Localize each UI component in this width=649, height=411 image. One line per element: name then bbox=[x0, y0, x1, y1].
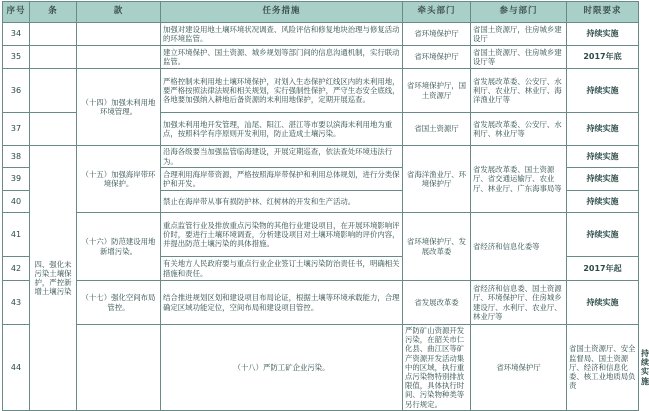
row-deadline: 持续实施 bbox=[567, 23, 639, 46]
row-participate: 省经济和信息委、国土资源厅、环境保护厅、住房城乡建设厅、水利厅、农业厅、林业厅等 bbox=[471, 281, 567, 325]
table-row bbox=[3, 146, 639, 168]
table-row bbox=[3, 281, 639, 325]
cell-empty bbox=[30, 113, 77, 146]
header-measure: 任务措施 bbox=[161, 2, 403, 23]
cell-empty bbox=[30, 69, 77, 113]
clause-15: （十五）加强海岸带环境保护。 bbox=[77, 146, 161, 213]
row-seq: 36 bbox=[3, 69, 30, 113]
category-cell: 四、强化未污染土壤保护，严控新增土壤污染 bbox=[30, 146, 77, 411]
row-participate: 省国土资源厅、安全监督局、国土资源厅、经济和信息化委、核工业地质局负责 bbox=[567, 325, 639, 411]
task-table bbox=[2, 1, 649, 411]
table-row bbox=[3, 69, 639, 113]
row-deadline: 持续实施 bbox=[567, 281, 639, 325]
row-participate: 省发展改革委、国土资源厅、省交通运输厅、农业厅、林业厅、广东海事局等 bbox=[471, 146, 567, 213]
row-lead: 省环境保护厅 bbox=[403, 23, 471, 46]
row-deadline: 2017年底 bbox=[567, 46, 639, 69]
table-row bbox=[3, 46, 639, 69]
row-deadline: 持续实施 bbox=[567, 168, 639, 191]
row-seq: 35 bbox=[3, 46, 30, 69]
row-lead: 省海洋渔业厅、环境保护厅 bbox=[403, 146, 471, 213]
row-participate: 省发展改革委、公安厅、水利厅、林业厅等 bbox=[471, 113, 567, 146]
row-deadline: 持续实施 bbox=[567, 213, 639, 257]
header-seq: 序号 bbox=[3, 2, 30, 23]
row-measure: 严防矿山资源开发污染，在韶关市仁化县、曲江区等矿产资源开发活动集中的区域，执行重点污染物特别排放限值，具体执行时间、污染物种类等另行规定。 bbox=[403, 325, 471, 411]
row-measure: 加强对建设用地土壤环境状况调查、风险评估和修复地块治理与修复活动的环境监管。 bbox=[161, 23, 403, 46]
cell-empty bbox=[30, 46, 77, 69]
row-seq: 44 bbox=[3, 325, 30, 411]
table-row bbox=[3, 23, 639, 46]
header-row bbox=[3, 2, 639, 23]
row-lead: 省环境保护厅，国土资源厅 bbox=[403, 69, 471, 113]
row-measure: 有关地方人民政府要与重点行业企业签订土壤污染防治责任书，明确相关措施和责任。 bbox=[161, 257, 403, 281]
row-measure: 禁止在海岸带从事有损防护林、红树林的开发和生产活动。 bbox=[161, 191, 403, 213]
clause-18: （十八）严防工矿企业污染。 bbox=[161, 325, 403, 411]
row-seq: 40 bbox=[3, 191, 30, 213]
row-deadline: 2017年起 bbox=[567, 257, 639, 281]
row-lead: 省国土资源厅 bbox=[403, 113, 471, 146]
header-kuan: 款 bbox=[77, 2, 161, 23]
row-deadline: 持续实施 bbox=[567, 191, 639, 213]
row-lead: 省环境保护厅 bbox=[471, 325, 567, 411]
row-measure: 合理利用海岸带资源，严格按照海岸带保护和利用总体规划，进行分类保护和开发。 bbox=[161, 168, 403, 191]
header-lead: 牵头部门 bbox=[403, 2, 471, 23]
header-tiao: 条 bbox=[30, 2, 77, 23]
cell-empty bbox=[77, 23, 161, 46]
row-seq: 41 bbox=[3, 213, 30, 257]
row-seq: 34 bbox=[3, 23, 30, 46]
row-measure: 严格控制未利用地土壤环境保护，对划入生态保护红线区内的未利用地，要严格按照法律法规和相关规划，实行强制性保护，严守生态安全底线，各地要加强纳入耕地后备资源的未利用地保护，定期开展巡查。 bbox=[161, 69, 403, 113]
row-participate: 省国土资源厅、住房城乡建设厅等 bbox=[471, 46, 567, 69]
row-participate: 省发展改革委、公安厅、水利厅、农业厅、林业厅、海洋渔业厅等 bbox=[471, 69, 567, 113]
clause-16: （十六）防范建设用地新增污染。 bbox=[77, 213, 161, 281]
row-lead: 省环境保护厅、发展改革委 bbox=[403, 213, 471, 281]
clause-17: （十七）强化空间布局管控。 bbox=[77, 281, 161, 325]
row-seq: 39 bbox=[3, 168, 30, 191]
row-measure: 加强未利用地开发管理，汕尾、阳江、湛江等市要以滨海未利用地为重点，按照科学有序原则开发利用，防止造成土壤污染。 bbox=[161, 113, 403, 146]
clause-14: （十四）加强未利用地环境管理。 bbox=[77, 69, 161, 146]
cell-empty bbox=[30, 23, 77, 46]
header-participate: 参与部门 bbox=[471, 2, 567, 23]
row-measure: 结合推进规划区划和建设项目布局论证，根据土壤等环境承载能力，合理确定区域功能定位，空间布局和建设项目管控。 bbox=[161, 281, 403, 325]
row-seq: 42 bbox=[3, 257, 30, 281]
cell-empty bbox=[77, 325, 161, 411]
row-deadline: 持续实施 bbox=[567, 146, 639, 168]
table-row bbox=[3, 213, 639, 257]
row-deadline: 持续实施 bbox=[567, 113, 639, 146]
row-lead: 省环境保护厅 bbox=[403, 46, 471, 69]
row-deadline: 持续实施 bbox=[567, 69, 639, 113]
row-seq: 37 bbox=[3, 113, 30, 146]
cell-empty bbox=[77, 46, 161, 69]
row-participate: 省经济和信息化委等 bbox=[471, 213, 567, 281]
row-measure: 沿海各级要当加强监管临海建设，开展定期巡查，依法查处环境违法行为。 bbox=[161, 146, 403, 168]
row-participate: 省国土资源厅，住房城乡建设厅 bbox=[471, 23, 567, 46]
row-lead: 省发展改革委 bbox=[403, 281, 471, 325]
row-measure: 建立环境保护、国土资源、城乡规划等部门间的信息沟通机制，实行联动监管。 bbox=[161, 46, 403, 69]
row-measure: 重点监管行业及排放重点污染物的其他行业建设项目，在开展环境影响评价时，要进行土壤环境调查，分析建设项目对土壤环境影响的评价内容，并提出防范土壤污染的具体措施。 bbox=[161, 213, 403, 257]
header-deadline: 时限要求 bbox=[567, 2, 639, 23]
row-seq: 38 bbox=[3, 146, 30, 168]
row-seq: 43 bbox=[3, 281, 30, 325]
table-row: 44 （十八）严防工矿企业污染。 严防矿山资源开发污染，在韶关市仁化县、曲江区等矿产资源开发活动集中的区域，执行重点污染物特别排放限值，具体执行时间、污染物种类等另行规定。 省环境保护厅 省国土资源厅、安全监督局、国土资源厅、经济和信息化委、核工业地质局负责 持续实施 bbox=[3, 325, 639, 411]
